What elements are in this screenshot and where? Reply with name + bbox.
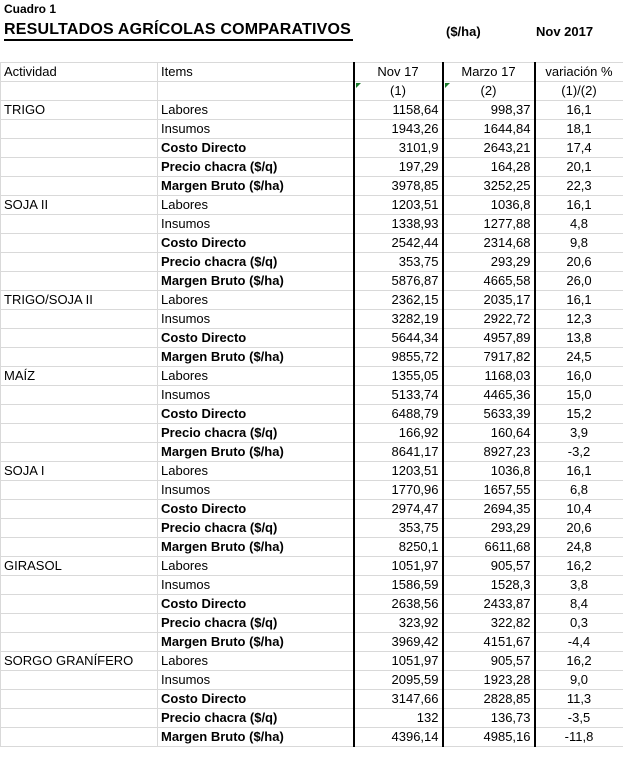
cell-item[interactable]: Labores [158,652,354,671]
cell-item[interactable]: Precio chacra ($/q) [158,519,354,538]
cell-actividad[interactable] [1,709,158,728]
table-row [1,405,623,424]
cell-col-c[interactable]: 8,4 [535,595,623,614]
cell-col-b[interactable]: 6611,68 [443,538,535,557]
table-row [1,348,623,367]
cell-actividad[interactable] [1,424,158,443]
table-row [1,253,623,272]
header-col-a-sub[interactable]: (1) [354,82,443,101]
cell-col-a[interactable]: 323,92 [354,614,443,633]
cell-item[interactable]: Precio chacra ($/q) [158,253,354,272]
table-row [1,177,623,196]
cell-col-c[interactable]: 12,3 [535,310,623,329]
cell-col-a[interactable]: 3147,66 [354,690,443,709]
cell-col-a[interactable]: 1338,93 [354,215,443,234]
cell-item[interactable]: Costo Directo [158,595,354,614]
cell-actividad[interactable]: GIRASOL [1,557,158,576]
cell-col-a[interactable]: 1158,64 [354,101,443,120]
cell-col-b[interactable]: 1277,88 [443,215,535,234]
results-table [0,62,623,747]
table-row [1,633,623,652]
cell-col-a[interactable]: 5876,87 [354,272,443,291]
cell-col-b[interactable]: 5633,39 [443,405,535,424]
cell-col-c[interactable]: 16,1 [535,462,623,481]
cell-col-b[interactable]: 2922,72 [443,310,535,329]
cell-col-c[interactable]: 16,0 [535,367,623,386]
cell-actividad[interactable] [1,310,158,329]
cell-col-b[interactable]: 1168,03 [443,367,535,386]
cell-item[interactable]: Costo Directo [158,690,354,709]
cell-item[interactable]: Insumos [158,310,354,329]
cell-col-a[interactable]: 2974,47 [354,500,443,519]
cell-col-c[interactable]: 16,1 [535,196,623,215]
cell-col-a[interactable]: 3969,42 [354,633,443,652]
cell-item[interactable]: Margen Bruto ($/ha) [158,538,354,557]
table-row [1,196,623,215]
cell-col-a[interactable]: 1586,59 [354,576,443,595]
table-row [1,519,623,538]
cell-col-b[interactable]: 4957,89 [443,329,535,348]
cell-col-c[interactable]: 9,0 [535,671,623,690]
cell-col-a[interactable]: 2638,56 [354,595,443,614]
cell-col-c[interactable]: -3,5 [535,709,623,728]
cell-actividad[interactable] [1,500,158,519]
table-row [1,538,623,557]
table-row [1,139,623,158]
table-row [1,557,623,576]
cell-col-b[interactable]: 293,29 [443,519,535,538]
cell-col-b[interactable]: 7917,82 [443,348,535,367]
cell-col-b[interactable]: 293,29 [443,253,535,272]
cell-item[interactable]: Precio chacra ($/q) [158,709,354,728]
cell-col-c[interactable]: 26,0 [535,272,623,291]
cell-item[interactable]: Labores [158,557,354,576]
cell-actividad[interactable] [1,576,158,595]
cell-item[interactable]: Labores [158,367,354,386]
cell-col-a[interactable]: 197,29 [354,158,443,177]
cell-col-b[interactable]: 1923,28 [443,671,535,690]
cell-col-b[interactable]: 4151,67 [443,633,535,652]
cell-col-b[interactable]: 2643,21 [443,139,535,158]
cell-col-b[interactable]: 4665,58 [443,272,535,291]
cell-col-c[interactable]: 18,1 [535,120,623,139]
cell-col-c[interactable]: -3,2 [535,443,623,462]
table-row [1,500,623,519]
header-items[interactable]: Items [158,63,354,82]
header-sub-row [1,82,623,101]
cell-col-a[interactable]: 1203,51 [354,196,443,215]
cuadro-label: Cuadro 1 [4,2,57,16]
cell-col-c[interactable]: 10,4 [535,500,623,519]
cell-item[interactable]: Labores [158,196,354,215]
cell-col-c[interactable]: 16,1 [535,101,623,120]
cell-col-a[interactable]: 3282,19 [354,310,443,329]
cell-col-c[interactable]: 3,8 [535,576,623,595]
table-row [1,310,623,329]
cell-col-a[interactable]: 353,75 [354,253,443,272]
cell-col-a[interactable]: 5133,74 [354,386,443,405]
unit-label: ($/ha) [446,24,481,39]
header-sub-empty[interactable] [1,82,158,101]
cell-col-b[interactable]: 4985,16 [443,728,535,747]
header-col-b[interactable]: Marzo 17 [443,63,535,82]
cell-actividad[interactable] [1,671,158,690]
table-row [1,272,623,291]
cell-col-c[interactable]: 6,8 [535,481,623,500]
cell-col-b[interactable]: 2035,17 [443,291,535,310]
cell-col-c[interactable]: 11,3 [535,690,623,709]
cell-col-a[interactable]: 8250,1 [354,538,443,557]
header-col-c[interactable]: variación % [535,63,623,82]
cell-col-c[interactable]: 16,2 [535,557,623,576]
page-title: RESULTADOS AGRÍCOLAS COMPARATIVOS [4,21,353,41]
cell-actividad[interactable] [1,120,158,139]
table-row [1,671,623,690]
cell-col-c[interactable]: 15,0 [535,386,623,405]
cell-col-b[interactable]: 322,82 [443,614,535,633]
cell-actividad[interactable] [1,405,158,424]
cell-col-c[interactable]: 22,3 [535,177,623,196]
cell-actividad[interactable]: SOJA II [1,196,158,215]
cell-col-a[interactable]: 1051,97 [354,557,443,576]
cell-col-b[interactable]: 1657,55 [443,481,535,500]
cell-col-b[interactable]: 136,73 [443,709,535,728]
table-row [1,595,623,614]
cell-item[interactable]: Margen Bruto ($/ha) [158,177,354,196]
cell-item[interactable]: Precio chacra ($/q) [158,614,354,633]
cell-col-b[interactable]: 2828,85 [443,690,535,709]
cell-col-a[interactable]: 2095,59 [354,671,443,690]
table-row [1,367,623,386]
date-label: Nov 2017 [536,24,594,39]
table-row [1,728,623,747]
cell-col-c[interactable]: 15,2 [535,405,623,424]
cell-actividad[interactable] [1,443,158,462]
cell-col-a[interactable]: 9855,72 [354,348,443,367]
cell-item[interactable]: Margen Bruto ($/ha) [158,728,354,747]
cell-actividad[interactable]: SOJA I [1,462,158,481]
cell-col-c[interactable]: 13,8 [535,329,623,348]
cell-col-c[interactable]: 9,8 [535,234,623,253]
table-row [1,690,623,709]
table-row [1,614,623,633]
table-row [1,215,623,234]
cell-actividad[interactable] [1,519,158,538]
cell-col-b[interactable]: 160,64 [443,424,535,443]
cell-col-c[interactable]: 0,3 [535,614,623,633]
table-row [1,291,623,310]
header-sub-empty[interactable] [158,82,354,101]
cell-actividad[interactable] [1,633,158,652]
cell-col-c[interactable]: 24,8 [535,538,623,557]
table-row [1,120,623,139]
cell-col-b[interactable]: 998,37 [443,101,535,120]
cell-item[interactable]: Labores [158,101,354,120]
cell-actividad[interactable] [1,690,158,709]
cell-col-a[interactable]: 1943,26 [354,120,443,139]
cell-actividad[interactable] [1,177,158,196]
cell-item[interactable]: Margen Bruto ($/ha) [158,443,354,462]
cell-col-c[interactable]: 4,8 [535,215,623,234]
cell-item[interactable]: Insumos [158,576,354,595]
cell-actividad[interactable]: TRIGO [1,101,158,120]
cell-actividad[interactable] [1,215,158,234]
cell-item[interactable]: Precio chacra ($/q) [158,424,354,443]
cell-actividad[interactable] [1,728,158,747]
cell-col-c[interactable]: 16,1 [535,291,623,310]
table-row [1,424,623,443]
cell-col-a[interactable]: 4396,14 [354,728,443,747]
cell-col-b[interactable]: 905,57 [443,652,535,671]
table-row [1,652,623,671]
cell-actividad[interactable] [1,329,158,348]
cell-col-a[interactable]: 1051,97 [354,652,443,671]
cell-item[interactable]: Insumos [158,215,354,234]
header-row [1,63,623,82]
cell-col-a[interactable]: 1355,05 [354,367,443,386]
cell-actividad[interactable]: SORGO GRANÍFERO [1,652,158,671]
cell-item[interactable]: Insumos [158,386,354,405]
table-row [1,101,623,120]
cell-col-c[interactable]: -11,8 [535,728,623,747]
table-row [1,329,623,348]
header-col-a[interactable]: Nov 17 [354,63,443,82]
cell-col-b[interactable]: 905,57 [443,557,535,576]
cell-item[interactable]: Insumos [158,120,354,139]
table-row [1,386,623,405]
cell-col-c[interactable]: 20,1 [535,158,623,177]
table-row [1,158,623,177]
cell-item[interactable]: Precio chacra ($/q) [158,158,354,177]
cell-col-c[interactable]: 17,4 [535,139,623,158]
cell-col-c[interactable]: 20,6 [535,519,623,538]
cell-actividad[interactable] [1,272,158,291]
cell-col-c[interactable]: 20,6 [535,253,623,272]
cell-col-a[interactable]: 5644,34 [354,329,443,348]
cell-actividad[interactable] [1,253,158,272]
cell-col-a[interactable]: 132 [354,709,443,728]
cell-col-b[interactable]: 1528,3 [443,576,535,595]
cell-col-b[interactable]: 4465,36 [443,386,535,405]
cell-actividad[interactable]: TRIGO/SOJA II [1,291,158,310]
header-actividad[interactable]: Actividad [1,63,158,82]
cell-col-b[interactable]: 1036,8 [443,462,535,481]
cell-col-a[interactable]: 3101,9 [354,139,443,158]
cell-actividad[interactable] [1,614,158,633]
cell-actividad[interactable] [1,595,158,614]
cell-item[interactable]: Margen Bruto ($/ha) [158,348,354,367]
cell-col-c[interactable]: 3,9 [535,424,623,443]
cell-item[interactable]: Insumos [158,481,354,500]
cell-col-a[interactable]: 166,92 [354,424,443,443]
cell-col-a[interactable]: 2542,44 [354,234,443,253]
cell-col-c[interactable]: 24,5 [535,348,623,367]
cell-item[interactable]: Costo Directo [158,405,354,424]
cell-col-b[interactable]: 2314,68 [443,234,535,253]
cell-item[interactable]: Costo Directo [158,329,354,348]
cell-col-b[interactable]: 8927,23 [443,443,535,462]
table-row [1,481,623,500]
cell-col-a[interactable]: 3978,85 [354,177,443,196]
cell-actividad[interactable] [1,348,158,367]
table-row [1,709,623,728]
cell-actividad[interactable] [1,234,158,253]
cell-col-b[interactable]: 2694,35 [443,500,535,519]
cell-col-b[interactable]: 1036,8 [443,196,535,215]
cell-actividad[interactable] [1,139,158,158]
cell-col-c[interactable]: 16,2 [535,652,623,671]
cell-actividad[interactable] [1,158,158,177]
cell-actividad[interactable] [1,386,158,405]
cell-col-a[interactable]: 8641,17 [354,443,443,462]
header-col-b-sub[interactable]: (2) [443,82,535,101]
table-row [1,462,623,481]
cell-item[interactable]: Margen Bruto ($/ha) [158,272,354,291]
cell-col-a[interactable]: 1203,51 [354,462,443,481]
cell-item[interactable]: Labores [158,462,354,481]
cell-col-b[interactable]: 3252,25 [443,177,535,196]
cell-col-a[interactable]: 2362,15 [354,291,443,310]
cell-item[interactable]: Margen Bruto ($/ha) [158,633,354,652]
cell-col-b[interactable]: 1644,84 [443,120,535,139]
cell-item[interactable]: Costo Directo [158,500,354,519]
cell-actividad[interactable]: MAÍZ [1,367,158,386]
table-row [1,443,623,462]
cell-item[interactable]: Insumos [158,671,354,690]
cell-col-b[interactable]: 2433,87 [443,595,535,614]
cell-col-a[interactable]: 1770,96 [354,481,443,500]
table-row [1,576,623,595]
cell-item[interactable]: Costo Directo [158,234,354,253]
cell-item[interactable]: Labores [158,291,354,310]
cell-actividad[interactable] [1,538,158,557]
header-col-c-sub[interactable]: (1)/(2) [535,82,623,101]
cell-item[interactable]: Costo Directo [158,139,354,158]
cell-col-a[interactable]: 353,75 [354,519,443,538]
cell-actividad[interactable] [1,481,158,500]
table-row [1,234,623,253]
cell-col-c[interactable]: -4,4 [535,633,623,652]
cell-col-b[interactable]: 164,28 [443,158,535,177]
cell-col-a[interactable]: 6488,79 [354,405,443,424]
